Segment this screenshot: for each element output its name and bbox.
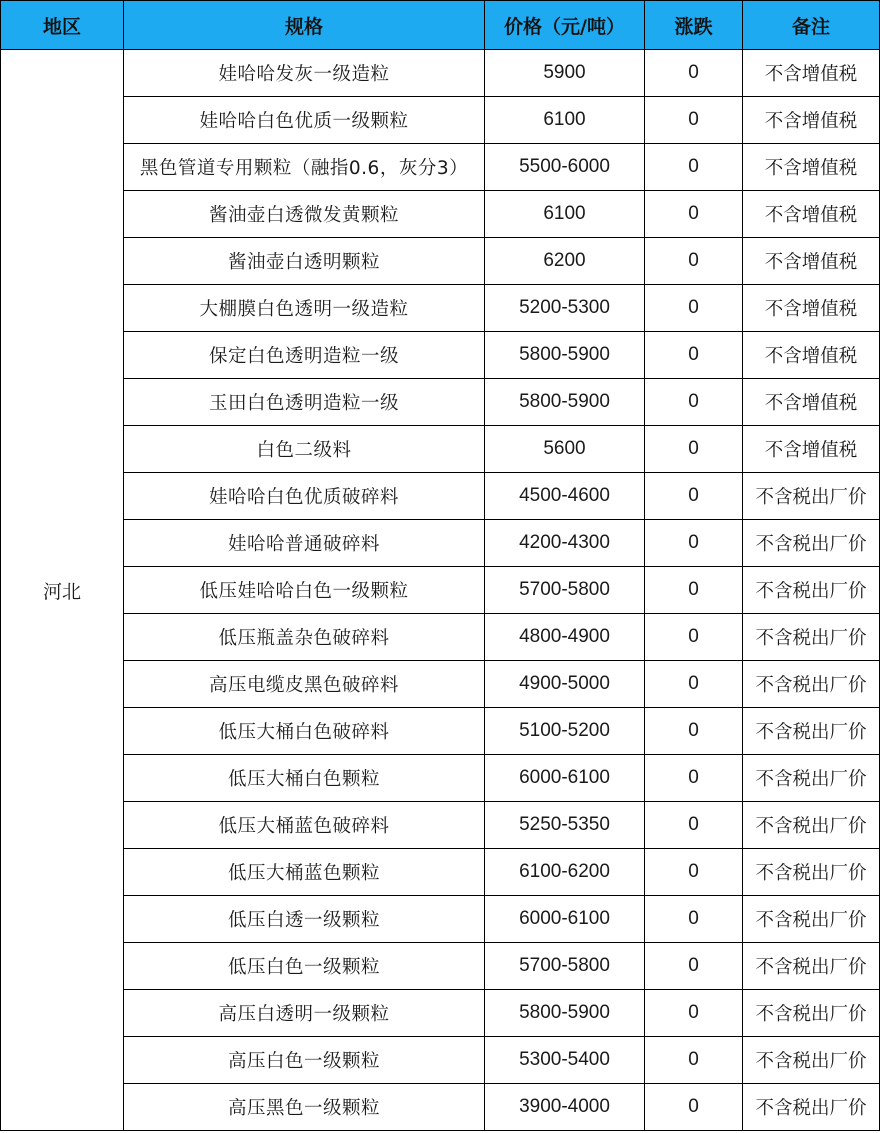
- price-cell: 5500-6000: [485, 144, 645, 191]
- price-cell: 5700-5800: [485, 943, 645, 990]
- table-row: [1, 144, 880, 191]
- change-cell: 0: [645, 426, 743, 473]
- table-row: [1, 97, 880, 144]
- table-row: [1, 661, 880, 708]
- change-cell: 0: [645, 1084, 743, 1131]
- change-cell: 0: [645, 990, 743, 1037]
- note-cell: 不含增值税: [743, 191, 880, 238]
- header-row: [1, 1, 880, 50]
- spec-cell: 低压娃哈哈白色一级颗粒: [124, 567, 485, 614]
- change-cell: 0: [645, 332, 743, 379]
- note-cell: 不含税出厂价: [743, 1037, 880, 1084]
- price-cell: 5700-5800: [485, 567, 645, 614]
- table-row: [1, 379, 880, 426]
- spec-cell: 高压黑色一级颗粒: [124, 1084, 485, 1131]
- spec-cell: 高压白色一级颗粒: [124, 1037, 485, 1084]
- region-cell: 河北: [1, 50, 124, 1131]
- spec-cell: 娃哈哈白色优质破碎料: [124, 473, 485, 520]
- change-cell: 0: [645, 285, 743, 332]
- spec-cell: 黑色管道专用颗粒（融指0.6，灰分3）: [124, 144, 485, 191]
- price-cell: 5600: [485, 426, 645, 473]
- table-row: [1, 708, 880, 755]
- spec-cell: 高压电缆皮黑色破碎料: [124, 661, 485, 708]
- spec-cell: 低压白透一级颗粒: [124, 896, 485, 943]
- spec-cell: 低压大桶白色颗粒: [124, 755, 485, 802]
- table-row: [1, 755, 880, 802]
- header-note: 备注: [743, 1, 880, 50]
- change-cell: 0: [645, 50, 743, 97]
- note-cell: 不含增值税: [743, 238, 880, 285]
- note-cell: 不含税出厂价: [743, 802, 880, 849]
- spec-cell: 玉田白色透明造粒一级: [124, 379, 485, 426]
- note-cell: 不含增值税: [743, 144, 880, 191]
- table-row: [1, 426, 880, 473]
- spec-cell: 高压白透明一级颗粒: [124, 990, 485, 1037]
- spec-cell: 娃哈哈普通破碎料: [124, 520, 485, 567]
- spec-cell: 低压白色一级颗粒: [124, 943, 485, 990]
- price-cell: 5300-5400: [485, 1037, 645, 1084]
- note-cell: 不含税出厂价: [743, 520, 880, 567]
- price-cell: 5250-5350: [485, 802, 645, 849]
- note-cell: 不含增值税: [743, 332, 880, 379]
- price-cell: 5800-5900: [485, 990, 645, 1037]
- note-cell: 不含税出厂价: [743, 943, 880, 990]
- table-row: [1, 1037, 880, 1084]
- table-row: [1, 567, 880, 614]
- price-cell: 5100-5200: [485, 708, 645, 755]
- table-row: [1, 943, 880, 990]
- change-cell: 0: [645, 708, 743, 755]
- table-header: [1, 1, 880, 50]
- price-cell: 5200-5300: [485, 285, 645, 332]
- change-cell: 0: [645, 144, 743, 191]
- table-row: [1, 614, 880, 661]
- note-cell: 不含税出厂价: [743, 990, 880, 1037]
- note-cell: 不含税出厂价: [743, 849, 880, 896]
- change-cell: 0: [645, 755, 743, 802]
- note-cell: 不含增值税: [743, 379, 880, 426]
- spec-cell: 娃哈哈发灰一级造粒: [124, 50, 485, 97]
- price-cell: 6100-6200: [485, 849, 645, 896]
- change-cell: 0: [645, 191, 743, 238]
- spec-cell: 娃哈哈白色优质一级颗粒: [124, 97, 485, 144]
- change-cell: 0: [645, 238, 743, 285]
- change-cell: 0: [645, 567, 743, 614]
- note-cell: 不含税出厂价: [743, 567, 880, 614]
- table-row: [1, 332, 880, 379]
- price-cell: 6200: [485, 238, 645, 285]
- change-cell: 0: [645, 520, 743, 567]
- table-row: [1, 896, 880, 943]
- note-cell: 不含税出厂价: [743, 473, 880, 520]
- change-cell: 0: [645, 473, 743, 520]
- note-cell: 不含增值税: [743, 285, 880, 332]
- table-row: [1, 849, 880, 896]
- note-cell: 不含增值税: [743, 426, 880, 473]
- header-region: 地区: [1, 1, 124, 50]
- note-cell: 不含税出厂价: [743, 614, 880, 661]
- table-row: [1, 285, 880, 332]
- price-cell: 4800-4900: [485, 614, 645, 661]
- spec-cell: 酱油壶白透微发黄颗粒: [124, 191, 485, 238]
- spec-cell: 低压大桶白色破碎料: [124, 708, 485, 755]
- header-price: 价格（元/吨）: [485, 1, 645, 50]
- spec-cell: 低压大桶蓝色颗粒: [124, 849, 485, 896]
- price-cell: 5800-5900: [485, 379, 645, 426]
- header-change: 涨跌: [645, 1, 743, 50]
- note-cell: 不含税出厂价: [743, 661, 880, 708]
- price-cell: 4500-4600: [485, 473, 645, 520]
- price-cell: 5900: [485, 50, 645, 97]
- change-cell: 0: [645, 849, 743, 896]
- change-cell: 0: [645, 1037, 743, 1084]
- table-row: [1, 802, 880, 849]
- table-row: [1, 1084, 880, 1131]
- change-cell: 0: [645, 614, 743, 661]
- change-cell: 0: [645, 661, 743, 708]
- note-cell: 不含税出厂价: [743, 708, 880, 755]
- price-cell: 6000-6100: [485, 896, 645, 943]
- table-row: [1, 520, 880, 567]
- spec-cell: 低压大桶蓝色破碎料: [124, 802, 485, 849]
- note-cell: 不含税出厂价: [743, 755, 880, 802]
- note-cell: 不含增值税: [743, 50, 880, 97]
- spec-cell: 酱油壶白透明颗粒: [124, 238, 485, 285]
- table-row: [1, 473, 880, 520]
- change-cell: 0: [645, 802, 743, 849]
- spec-cell: 低压瓶盖杂色破碎料: [124, 614, 485, 661]
- header-spec: 规格: [124, 1, 485, 50]
- change-cell: 0: [645, 97, 743, 144]
- note-cell: 不含税出厂价: [743, 1084, 880, 1131]
- price-cell: 4900-5000: [485, 661, 645, 708]
- change-cell: 0: [645, 896, 743, 943]
- price-cell: 3900-4000: [485, 1084, 645, 1131]
- spec-cell: 大棚膜白色透明一级造粒: [124, 285, 485, 332]
- note-cell: 不含增值税: [743, 97, 880, 144]
- table-row: [1, 191, 880, 238]
- table-row: [1, 990, 880, 1037]
- table-row: [1, 238, 880, 285]
- spec-cell: 保定白色透明造粒一级: [124, 332, 485, 379]
- change-cell: 0: [645, 943, 743, 990]
- spec-cell: 白色二级料: [124, 426, 485, 473]
- table-row: [1, 50, 880, 97]
- price-cell: 4200-4300: [485, 520, 645, 567]
- price-cell: 6100: [485, 97, 645, 144]
- note-cell: 不含税出厂价: [743, 896, 880, 943]
- price-cell: 6100: [485, 191, 645, 238]
- table-body: [1, 50, 880, 1131]
- change-cell: 0: [645, 379, 743, 426]
- price-cell: 6000-6100: [485, 755, 645, 802]
- price-cell: 5800-5900: [485, 332, 645, 379]
